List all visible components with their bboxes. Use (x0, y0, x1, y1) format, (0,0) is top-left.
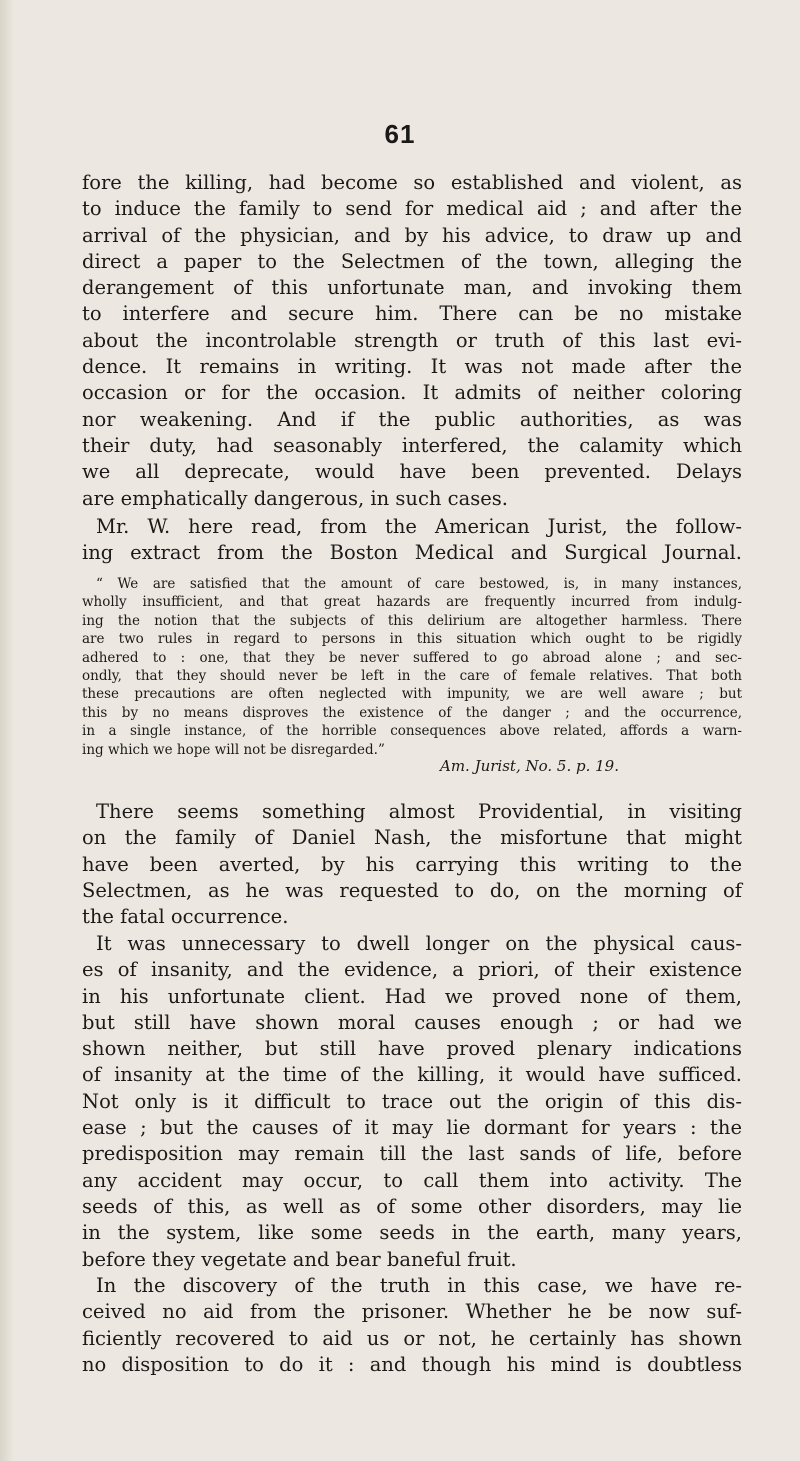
text-line: to induce the family to send for medical aid ; and after the (82, 197, 742, 221)
quote-line: wholly insufficient, and that great hazards are frequently incurred from indulg- (82, 594, 742, 611)
quote-line: ondly, that they should never be left in the care of female relatives. That both (82, 667, 742, 684)
text-line: es of insanity, and the evidence, a priori, of their existence (82, 958, 742, 982)
text-line: direct a paper to the Selectmen of the town, alleging the (82, 249, 742, 273)
text-line: ing extract from the Boston Medical and Surgical Journal. (82, 541, 742, 565)
text-line: we all deprecate, would have been prevented. Delays (82, 460, 742, 484)
text-line: In the discovery of the truth in this case, we have re- (96, 1274, 742, 1297)
quote-line: in a single instance, of the horrible consequences above related, affords a warn- (82, 723, 742, 740)
text-line: in his unfortunate client. Had we proved none of them, (82, 984, 742, 1008)
text-line: ficiently recovered to aid us or not, he certainly has shown (82, 1326, 742, 1350)
block-quote (82, 575, 742, 759)
text-line: no disposition to do it : and though his mind is doubtless (82, 1352, 742, 1376)
paragraph-5 (82, 1273, 742, 1378)
text-line: Selectmen, as he was requested to do, on the morning of (82, 878, 742, 902)
paragraph-3 (82, 799, 742, 930)
text-line: any accident may occur, to call them into activity. The (82, 1168, 742, 1192)
text-line: are emphatically dangerous, in such cases. (82, 486, 508, 510)
text-line: to interfere and secure him. There can be no mistake (82, 302, 742, 326)
text-line: dence. It remains in writing. It was not made after the (82, 355, 742, 379)
text-line: predisposition may remain till the last sands of life, before (82, 1142, 742, 1166)
quote-line: are two rules in regard to persons in this situation which ought to be rigidly (82, 631, 742, 648)
quote-line: adhered to : one, that they be never suffered to go abroad alone ; and sec- (82, 649, 742, 666)
text-line: There seems something almost Providential, in visiting (96, 800, 742, 823)
quote-line: ing which we hope will not be disregarded.” (82, 741, 385, 758)
paragraph-1 (82, 170, 742, 512)
text-line: about the incontrolable strength or truth of this last evi- (82, 328, 742, 352)
paragraph-4 (82, 931, 742, 1273)
text-line: Mr. W. here read, from the American Jurist, the follow- (96, 515, 742, 538)
quote-line: ing the notion that the subjects of this delirium are altogether harmless. There (82, 612, 742, 629)
text-line: but still have shown moral causes enough ; or had we (82, 1010, 742, 1034)
binding-gutter (0, 0, 14, 1461)
quote-citation: Am. Jurist, No. 5. p. 19. (440, 757, 619, 775)
text-line: before they vegetate and bear baneful fruit. (82, 1247, 517, 1271)
quote-line: “ We are satisfied that the amount of care bestowed, is, in many instances, (96, 576, 742, 592)
text-line: ease ; but the causes of it may lie dormant for years : the (82, 1116, 742, 1140)
quote-line: these precautions are often neglected with impunity, we are well aware ; but (82, 686, 742, 703)
text-line: It was unnecessary to dwell longer on the physical caus- (96, 932, 742, 955)
text-line: the fatal occurrence. (82, 905, 289, 929)
quote-line: this by no means disproves the existence of the danger ; and the occurrence, (82, 704, 742, 721)
text-line: have been averted, by his carrying this writing to the (82, 852, 742, 876)
text-line: occasion or for the occasion. It admits of neither coloring (82, 381, 742, 405)
text-line: shown neither, but still have proved plenary indications (82, 1037, 742, 1061)
text-line: ceived no aid from the prisoner. Whether he be now suf- (82, 1300, 742, 1324)
page-number: 61 (384, 119, 416, 149)
text-line: nor weakening. And if the public authorities, as was (82, 407, 742, 431)
paragraph-2 (82, 514, 742, 567)
text-line: of insanity at the time of the killing, it would have sufficed. (82, 1063, 742, 1087)
text-line: arrival of the physician, and by his advice, to draw up and (82, 223, 742, 247)
text-line: in the system, like some seeds in the earth, many years, (82, 1221, 742, 1245)
text-line: their duty, had seasonably interfered, the calamity which (82, 433, 742, 457)
text-line: derangement of this unfortunate man, and invoking them (82, 276, 742, 300)
text-line: on the family of Daniel Nash, the misfortune that might (82, 826, 742, 850)
text-line: fore the killing, had become so established and violent, as (82, 171, 742, 194)
text-line: seeds of this, as well as of some other disorders, may lie (82, 1194, 742, 1218)
text-line: Not only is it difficult to trace out the origin of this dis- (82, 1089, 742, 1113)
